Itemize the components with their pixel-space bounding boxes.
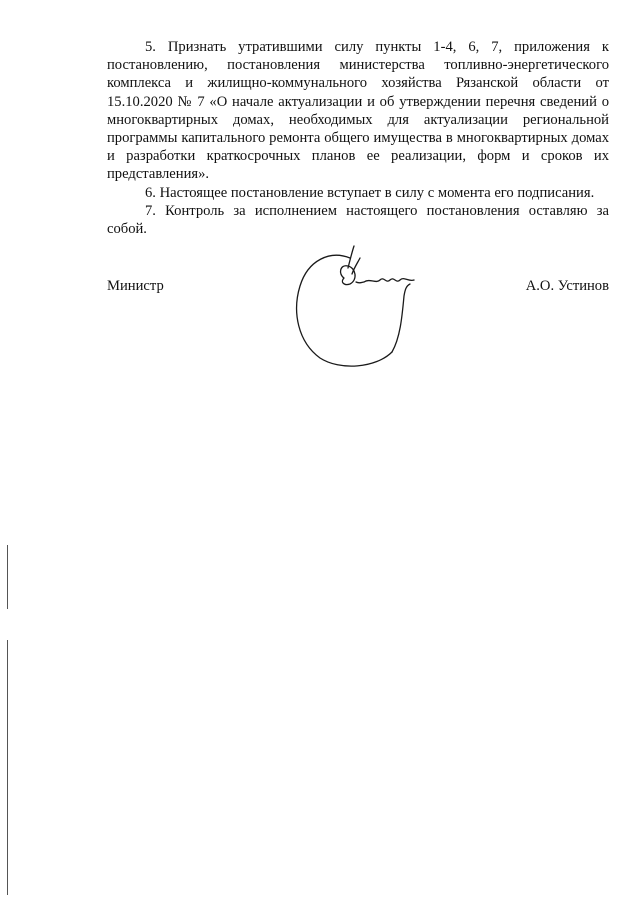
handwritten-signature xyxy=(288,238,428,373)
paragraph-5: 5. Признать утратившими силу пункты 1-4, 6, 7, приложения к постановлению, постановления министерства топливно-энергетического комплекса и жилищно-коммунального хозяйства Рязанской области от 15.10.2020 № 7 «О начале актуализации и об утверждении перечня сведений о многоквартирных домах, необходимых для актуализации региональной программы капитального ремонта общего имущества в многоквартирных домах и разработки краткосрочных планов ее реализации, форм и сроков их представления». xyxy=(107,39,609,183)
document-body xyxy=(107,38,609,238)
paragraph-7: 7. Контроль за исполнением настоящего постановления оставляю за собой. xyxy=(107,202,609,238)
signatory-title: Министр xyxy=(107,278,164,294)
signatory-name: А.О. Устинов xyxy=(525,278,609,294)
paragraph-6: 6. Настоящее постановление вступает в силу с момента его подписания. xyxy=(145,184,595,201)
scan-edge-mark-upper xyxy=(7,545,8,609)
scan-edge-mark-lower xyxy=(7,640,8,895)
